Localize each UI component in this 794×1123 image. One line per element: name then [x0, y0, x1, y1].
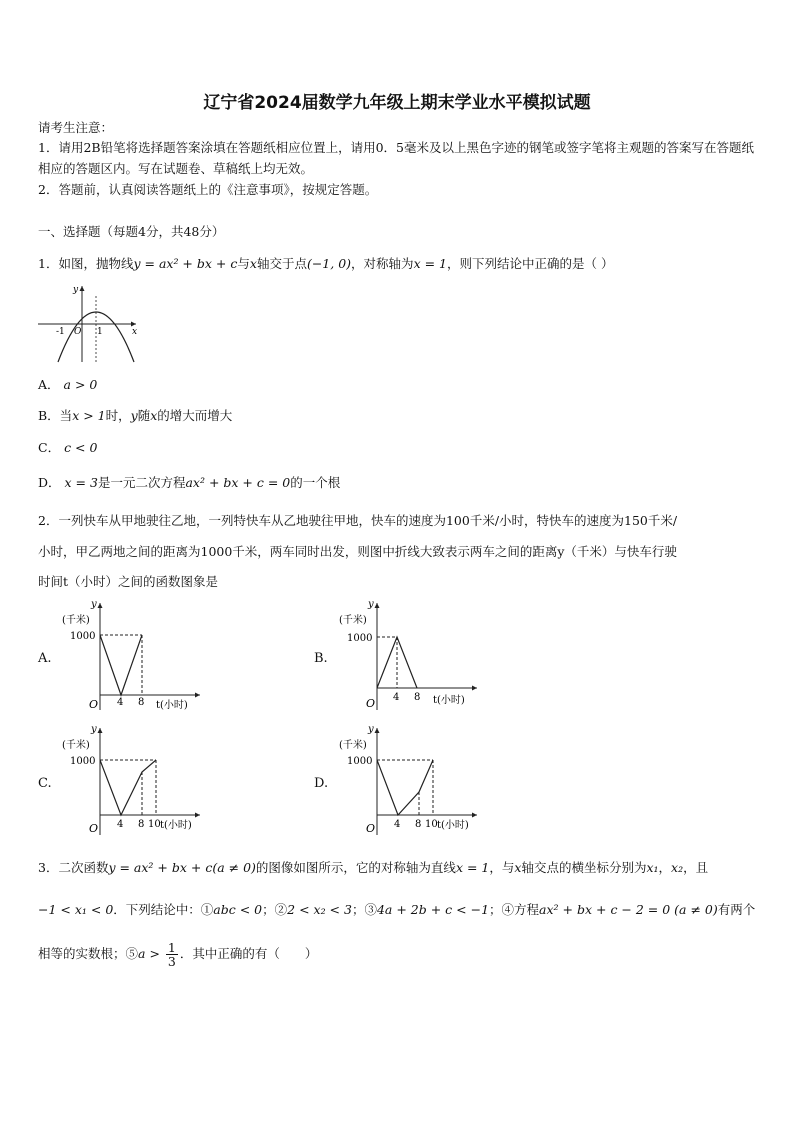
- q2-option-c-label[interactable]: C.: [38, 776, 52, 791]
- q1-option-b[interactable]: B．当x > 1时，y随x的增大而增大: [38, 408, 233, 423]
- origin-label: O: [74, 327, 82, 337]
- y-unit: (千米): [62, 615, 90, 626]
- q3-stem-line-2: −1 < x₁ < 0．下列结论中：①abc < 0；②2 < x₂ < 3；③4a + 2b + c < −1；④方程ax² + bx + c − 2 = 0 (a ≠ 0)有两个: [38, 902, 756, 917]
- tick-10: 10: [148, 819, 161, 830]
- y-axis-arrow: [98, 603, 103, 608]
- q2-graph-d[interactable]: [337, 720, 487, 840]
- y-unit: (千米): [62, 740, 90, 751]
- q1-parabola-graph: [36, 280, 146, 365]
- t-axis-label: t(小时): [433, 695, 465, 706]
- neg-one-label: -1: [56, 327, 65, 337]
- tick-4: 4: [117, 819, 124, 830]
- q3-stem-line-1: 3．二次函数y = ax² + bx + c(a ≠ 0)的图像如图所示，它的对称轴为直线x = 1，与x轴交点的横坐标分别为x₁，x₂，且: [38, 860, 709, 875]
- origin: O: [89, 698, 99, 711]
- y-axis-arrow: [98, 728, 103, 733]
- q2-stem-line-3: 时间t（小时）之间的函数图象是: [38, 574, 219, 589]
- q1-stem: 1．如图，抛物线y = ax² + bx + c与x轴交于点(−1, 0)，对称轴为x = 1，则下列结论中正确的是（ ）: [38, 256, 614, 271]
- y-axis-label: y: [73, 285, 79, 295]
- value-1000: 1000: [347, 633, 373, 644]
- t-axis-arrow: [195, 693, 200, 698]
- y-axis-arrow: [375, 728, 380, 733]
- t-axis-label: t(小时): [156, 700, 188, 711]
- tick-10: 10: [425, 819, 438, 830]
- q2-stem-line-1: 2．一列快车从甲地驶往乙地，一列特快车从乙地驶往甲地，快车的速度为100千米/小时，特快车的速度为150千米/: [38, 513, 678, 528]
- fraction-one-third: $\frac{1}{3}$: [167, 940, 176, 969]
- tick-8: 8: [415, 819, 422, 830]
- t-axis-arrow: [472, 686, 477, 691]
- origin: O: [366, 697, 376, 710]
- q2-stem-line-2: 小时，甲乙两地之间的距离为1000千米，两车同时出发，则图中折线大致表示两车之间的距离y（千米）与快车行驶: [38, 544, 677, 559]
- tick-4: 4: [394, 819, 401, 830]
- y-axis-arrow: [80, 286, 85, 291]
- tick-8: 8: [138, 819, 145, 830]
- t-axis-label: t(小时): [437, 820, 469, 831]
- q2-graph-b[interactable]: [337, 595, 487, 715]
- value-1000: 1000: [347, 756, 373, 767]
- tick-8: 8: [414, 692, 421, 703]
- y-label: y: [91, 599, 97, 610]
- one-label: 1: [97, 327, 103, 337]
- q2-graph-c[interactable]: [60, 720, 210, 840]
- notice-item-1: 1．请用2B铅笔将选择题答案涂填在答题纸相应位置上，请用0．5毫米及以上黑色字迹的钢笔或签字笔将主观题的答案写在答题纸相应的答题区内。写在试题卷、草稿纸上均无效。: [38, 140, 754, 176]
- q1-option-c[interactable]: C． c < 0: [38, 440, 98, 455]
- origin: O: [89, 822, 99, 835]
- q1-option-a[interactable]: A． a > 0: [38, 377, 98, 392]
- q3-stem-line-3: 相等的实数根；⑤a > $\frac{1}{3}$ ．其中正确的有（ ）: [38, 940, 318, 969]
- section-heading: 一、选择题（每题4分，共48分）: [38, 224, 225, 239]
- x-axis-arrow: [131, 322, 136, 327]
- q2-option-a-label[interactable]: A.: [38, 651, 52, 666]
- t-axis-arrow: [472, 813, 477, 818]
- notice-heading: 请考生注意：: [38, 120, 114, 135]
- tick-4: 4: [393, 692, 400, 703]
- y-unit: (千米): [339, 740, 367, 751]
- y-unit: (千米): [339, 615, 367, 626]
- q2-option-b-label[interactable]: B.: [314, 651, 328, 666]
- page-title: 辽宁省2024届数学九年级上期末学业水平模拟试题: [203, 93, 591, 113]
- value-1000: 1000: [70, 631, 96, 642]
- origin: O: [366, 822, 376, 835]
- t-axis-arrow: [195, 813, 200, 818]
- t-axis-label: t(小时): [160, 820, 192, 831]
- q1-option-d[interactable]: D． x = 3是一元二次方程ax² + bx + c = 0的一个根: [38, 475, 341, 490]
- y-label: y: [368, 724, 374, 735]
- q2-graph-a[interactable]: [60, 595, 210, 715]
- y-axis-arrow: [375, 603, 380, 608]
- y-label: y: [91, 724, 97, 735]
- tick-4: 4: [117, 697, 124, 708]
- distance-line: [100, 635, 142, 695]
- x-axis-label: x: [132, 327, 138, 337]
- tick-8: 8: [138, 697, 145, 708]
- y-label: y: [368, 599, 374, 610]
- notice-item-2: 2．答题前，认真阅读答题纸上的《注意事项》，按规定答题。: [38, 182, 378, 197]
- distance-line: [377, 760, 433, 815]
- q2-option-d-label[interactable]: D.: [314, 776, 329, 791]
- distance-line: [100, 760, 156, 815]
- value-1000: 1000: [70, 756, 96, 767]
